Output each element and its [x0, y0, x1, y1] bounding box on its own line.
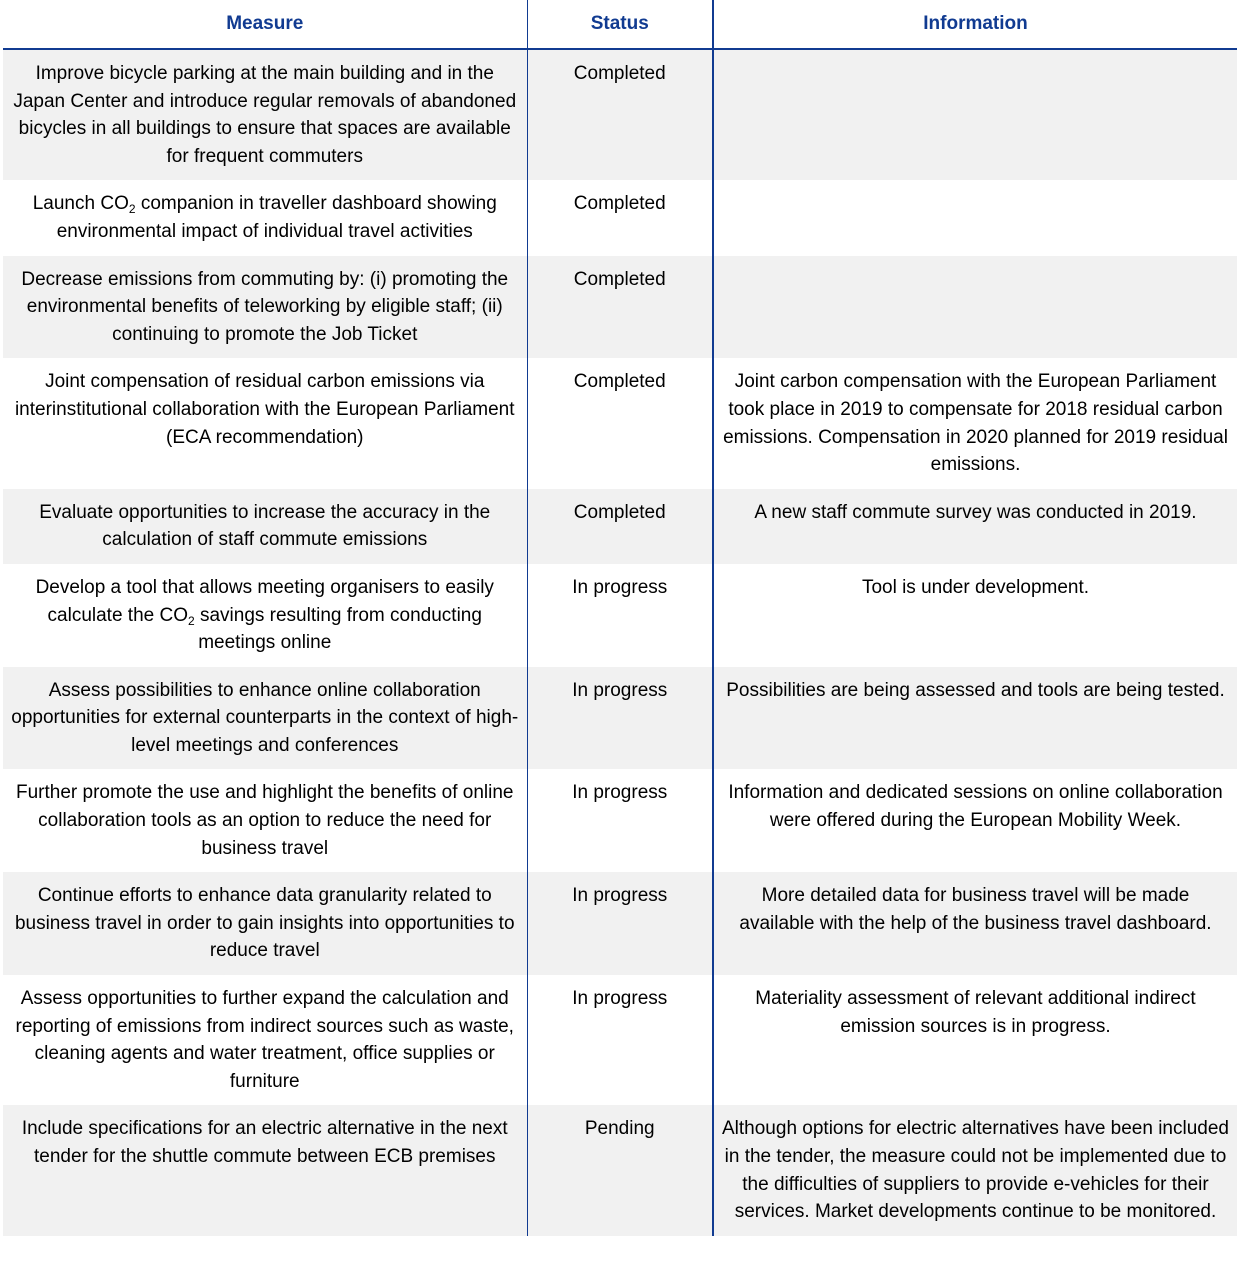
- header-row: [3, 0, 1237, 49]
- measure-text: Develop a tool that allows meeting organisers to easily calculate the CO: [35, 576, 494, 626]
- information-cell: [713, 180, 1237, 255]
- information-cell: Possibilities are being assessed and tools are being tested.: [713, 667, 1237, 770]
- measure-cell: Assess possibilities to enhance online collaboration opportunities for external counterparts in the context of high-level meetings and conferences: [3, 667, 527, 770]
- table-row: [3, 872, 1237, 975]
- information-cell: Although options for electric alternatives have been included in the tender, the measure could not be implemented due to the difficulties of suppliers to provide e-vehicles for their services. Market developments continue to be monitored.: [713, 1105, 1237, 1235]
- measure-cell: Include specifications for an electric alternative in the next tender for the shuttle commute between ECB premises: [3, 1105, 527, 1235]
- table-row: [3, 358, 1237, 488]
- information-cell: Information and dedicated sessions on online collaboration were offered during the European Mobility Week.: [728, 782, 1223, 832]
- information-cell: A new staff commute survey was conducted in 2019.: [713, 489, 1237, 564]
- information-cell: [713, 256, 1237, 359]
- status-cell: Completed: [527, 180, 713, 255]
- information-cell: Materiality assessment of relevant additional indirect emission sources is in progress.: [755, 988, 1196, 1037]
- measures-table-container: [3, 0, 1237, 1236]
- table-row: [3, 1105, 1237, 1235]
- table-row: [3, 564, 1237, 667]
- status-cell: In progress: [527, 564, 713, 667]
- measure-cell: Decrease emissions from commuting by: (i) promoting the environmental benefits of teleworking by eligible staff; (ii) continuing to promote the Job Ticket: [3, 256, 527, 359]
- measure-cell: Assess opportunities to further expand the calculation and reporting of emissions from indirect sources such as waste, cleaning agents and water treatment, office supplies or furniture: [3, 975, 527, 1105]
- measure-cell: [3, 180, 527, 255]
- status-cell: Pending: [527, 1105, 713, 1235]
- status-cell: Completed: [527, 49, 713, 180]
- subscript: 2: [188, 613, 195, 628]
- information-cell: More detailed data for business travel will be made available with the help of the business travel dashboard.: [713, 872, 1237, 975]
- measure-cell: Continue efforts to enhance data granularity related to business travel in order to gain insights into opportunities to reduce travel: [3, 872, 527, 975]
- measure-cell: Further promote the use and highlight the benefits of online collaboration tools as an option to reduce the need for business travel: [3, 769, 527, 872]
- measure-text: savings resulting from conducting meetings online: [194, 604, 482, 654]
- table-row: [3, 489, 1237, 564]
- measure-text: Launch CO: [32, 193, 129, 215]
- table-row: [3, 975, 1237, 1105]
- table-row: [3, 180, 1237, 255]
- status-cell: Completed: [527, 489, 713, 564]
- information-cell: Tool is under development.: [861, 576, 1090, 598]
- subscript: 2: [128, 202, 136, 217]
- measure-cell: [3, 564, 527, 667]
- table-row: [3, 667, 1237, 770]
- measures-table: [3, 0, 1237, 1236]
- measure-cell: Evaluate opportunities to increase the accuracy in the calculation of staff commute emissions: [3, 489, 527, 564]
- status-cell: In progress: [527, 667, 713, 770]
- header-measure: Measure: [3, 0, 527, 49]
- status-cell: In progress: [527, 872, 713, 975]
- measure-text: companion in traveller dashboard showing environmental impact of individual travel activities: [56, 193, 497, 242]
- status-cell: In progress: [527, 975, 713, 1105]
- header-status: Status: [527, 0, 713, 49]
- status-cell: In progress: [527, 769, 713, 872]
- measure-cell: Improve bicycle parking at the main building and in the Japan Center and introduce regular removals of abandoned bicycles in all buildings to ensure that spaces are available for frequent commuters: [3, 49, 527, 180]
- information-cell: [713, 49, 1237, 180]
- information-cell: Joint carbon compensation with the European Parliament took place in 2019 to compensate for 2018 residual carbon emissions. Compensation in 2020 planned for 2019 residual emissions.: [723, 371, 1228, 476]
- table-row: [3, 49, 1237, 180]
- status-cell: Completed: [527, 256, 713, 359]
- table-row: [3, 256, 1237, 359]
- header-information: Information: [713, 0, 1237, 49]
- status-cell: Completed: [527, 358, 713, 488]
- table-row: [3, 769, 1237, 872]
- measure-cell: Joint compensation of residual carbon emissions via interinstitutional collaboration with the European Parliament (ECA recommendation): [3, 358, 527, 488]
